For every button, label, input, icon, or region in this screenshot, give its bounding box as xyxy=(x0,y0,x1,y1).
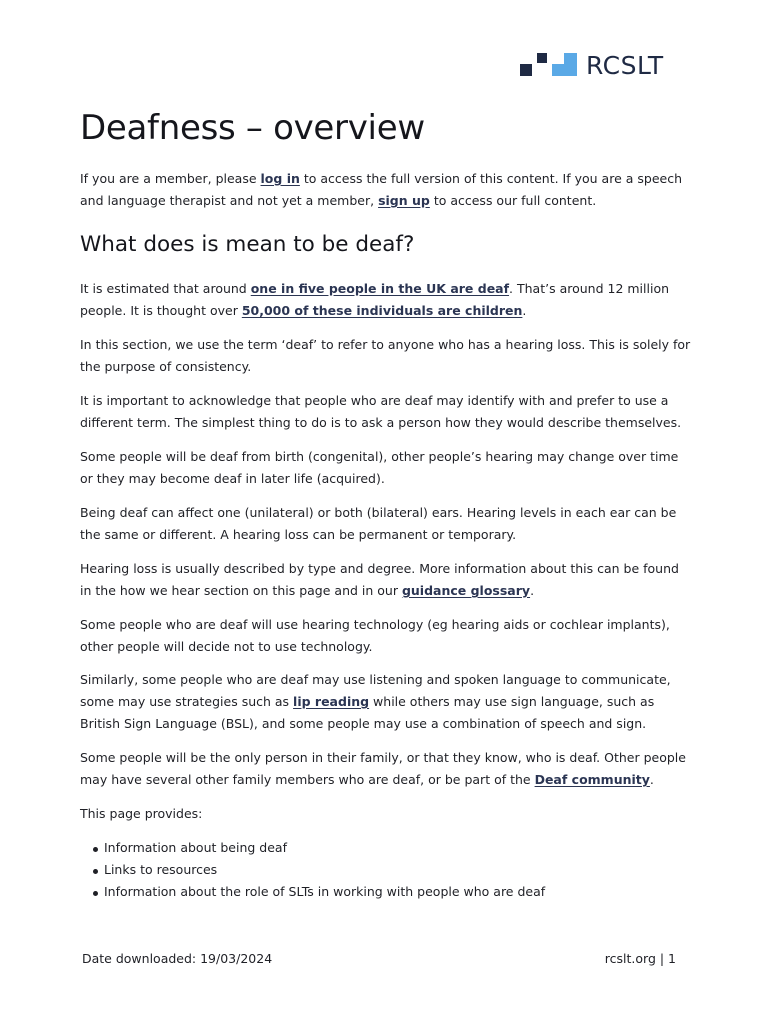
paragraph-page-provides: This page provides: xyxy=(80,806,203,821)
list-item: Information about being deaf xyxy=(104,837,545,859)
guidance-glossary-link[interactable]: guidance glossary xyxy=(401,583,531,598)
rcslt-logo xyxy=(520,52,664,78)
one-in-five-link[interactable]: one in five people in the UK are deaf xyxy=(250,281,510,296)
paragraph-communication: Similarly, some people who are deaf may use listening and spoken language to communicate, some may use strategies such as lip reading while others may use sign language, such as British Sign Language (BSL), and some people may use a combination of speech and sign. xyxy=(80,672,671,731)
paragraph-technology: Some people who are deaf will use hearing technology (eg hearing aids or cochlear implants), other people will decide not to use technology. xyxy=(80,617,670,654)
paragraph-family: Some people will be the only person in their family, or that they know, who is deaf. Other people may have several other family members who are deaf, or be part of the Deaf community. xyxy=(80,750,686,787)
page-title: Deafness – overview xyxy=(80,108,425,148)
provides-list xyxy=(104,837,545,903)
logo-squares-icon xyxy=(520,52,578,78)
section-heading: What does is mean to be deaf? xyxy=(80,232,415,257)
paragraph-onset: Some people will be deaf from birth (congenital), other people’s hearing may change over time or they may become deaf in later life (acquired). xyxy=(80,449,679,486)
paragraph-identity: It is important to acknowledge that people who are deaf may identify with and prefer to use a different term. The simplest thing to do is to ask a person how they would describe themselves. xyxy=(80,393,682,430)
list-item: Information about the role of SLTs in working with people who are deaf xyxy=(104,881,545,903)
paragraph-prevalence: It is estimated that around one in five people in the UK are deaf. That’s around 12 million people. It is thought over 50,000 of these individuals are children. xyxy=(80,281,670,318)
list-item: Links to resources xyxy=(104,859,545,881)
deaf-community-link[interactable]: Deaf community xyxy=(534,772,650,787)
children-link[interactable]: 50,000 of these individuals are children xyxy=(241,303,523,318)
paragraph-terminology: In this section, we use the term ‘deaf’ to refer to anyone who has a hearing loss. This is solely for the purpose of consistency. xyxy=(80,337,691,374)
log-in-link[interactable]: log in xyxy=(260,171,300,186)
footer-date: Date downloaded: 19/03/2024 xyxy=(82,951,273,966)
intro-paragraph: If you are a member, please log in to access the full version of this content. If you are a speech and language therapist and not yet a member, sign up to access our full content. xyxy=(80,171,683,208)
paragraph-ears: Being deaf can affect one (unilateral) or both (bilateral) ears. Hearing levels in each ear can be the same or different. A hearing loss can be permanent or temporary. xyxy=(80,505,677,542)
lip-reading-link[interactable]: lip reading xyxy=(293,694,370,709)
paragraph-type-degree: Hearing loss is usually described by type and degree. More information about this can be found in the how we hear section on this page and in our guidance glossary. xyxy=(80,561,679,598)
logo-text: RCSLT xyxy=(586,50,664,80)
footer-page-number: rcslt.org | 1 xyxy=(604,951,676,966)
sign-up-link[interactable]: sign up xyxy=(378,193,430,208)
